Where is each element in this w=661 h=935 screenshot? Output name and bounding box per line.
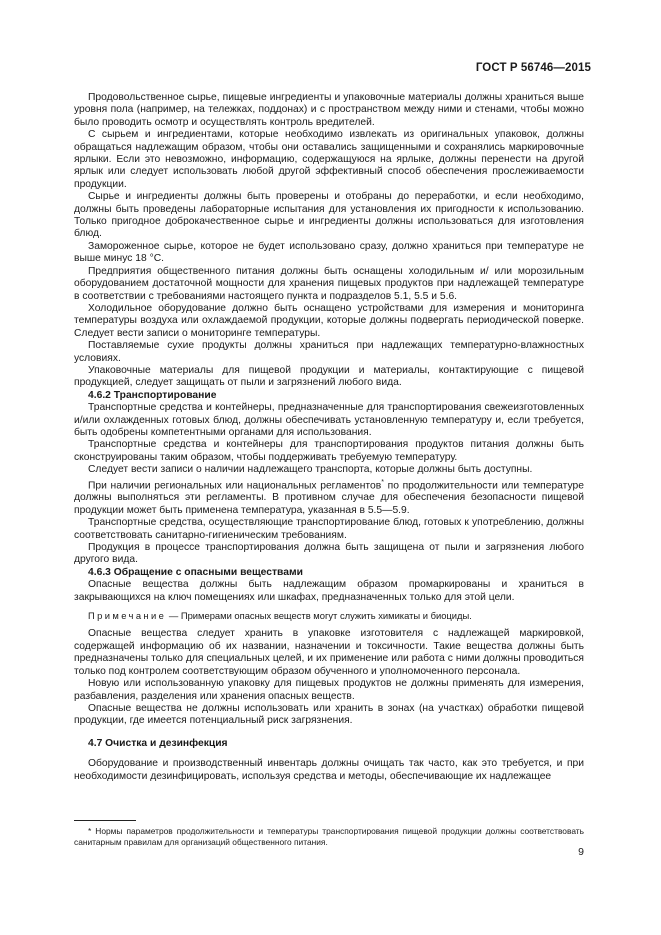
paragraph: Поставляемые сухие продукты должны храниться при надлежащих температурно-влажностных условиях. — [74, 340, 584, 364]
section-heading: 4.6.2 Транспортирование — [88, 389, 217, 401]
paragraph: Транспортные средства и контейнеры для транспортирования продуктов питания должны быть сконструированы таким образом, чтобы поддерживать требуемую температуру. — [74, 439, 584, 463]
note-text: — Примерами опасных веществ могут служить химикаты и биоциды. — [166, 610, 472, 622]
footnote: * Нормы параметров продолжительности и температуры транспортирования пищевой продукции должны соответствовать санитарным правилам для организаций общественного питания. — [74, 826, 584, 847]
paragraph: Замороженное сырье, которое не будет использовано сразу, должно храниться при температуре не выше минус 18 °С. — [74, 240, 584, 265]
paragraph: Транспортные средства, осуществляющие транспортирование блюд, готовых к употреблению, должны соответствовать санитарно-гигиеническим требованиям. — [74, 517, 584, 541]
paragraph: Оборудование и производственный инвентарь должны очищать так часто, как это требуется, и при необходимости дезинфицировать, используя средства и методы, обеспечивающие их надлежащее — [74, 758, 584, 782]
paragraph: Транспортные средства и контейнеры, предназначенные для транспортирования свежеизготовленных и/или охлажденных готовых блюд, должны обеспечивать установленную температуру и, если требуется, быть одобрены компетентными органами для использования. — [74, 402, 584, 438]
paragraph: Опасные вещества не должны использовать или хранить в зонах (на участках) обработки пищевой продукции, где имеется потенциальный риск загрязнения. — [74, 702, 584, 727]
paragraph: Опасные вещества следует хранить в упаковке изготовителя с надлежащей маркировкой, содержащей информацию об их названии, назначении и токсичности. Такие вещества должны быть предназначены только для специальных целей, и их применение или работа с ними должны проводиться только под контролем соответствующим образом обученного и уполномоченного персонала. — [74, 628, 584, 677]
paragraph: Сырье и ингредиенты должны быть проверены и отобраны до переработки, и если необходимо, должны быть проведены лабораторные испытания для установления их пригодности к использованию. Только пригодное доброкачественное сырье и ингредиенты должны использоваться для изготовления блюд. — [74, 191, 584, 240]
paragraph: Упаковочные материалы для пищевой продукции и материалы, контактирующие с пищевой продукцией, следует защищать от пыли и загрязнений любого вида. — [74, 364, 584, 389]
paragraph: Холодильное оборудование должно быть оснащено устройствами для измерения и мониторинга температуры воздуха или охлаждаемой продукции, которые должны подвергать периодической поверке. Следует вести записи о мониторинге температуры. — [74, 302, 584, 339]
footnote-divider — [74, 820, 136, 821]
body-text — [74, 92, 584, 783]
paragraph-text: по продолжительности или температуре должны выполняться эти регламенты. В противном случае для обеспечения безопасности пищевой продукции может быть применена температура, указанная в 5.5—5.9. — [74, 480, 584, 516]
paragraph — [74, 477, 584, 518]
paragraph: Продовольственное сырье, пищевые ингредиенты и упаковочные материалы должны храниться выше уровня пола (например, на тележках, поддонах) и с пространством между ними и стенами, чтобы можно было проводить осмотр и осуществлять контроль вредителей. — [74, 92, 584, 128]
footnote-marker: * — [381, 478, 384, 486]
paragraph: Предприятия общественного питания должны быть оснащены холодильным и/ или морозильным оборудованием достаточной мощности для хранения пищевых продуктов при надлежащей температуре в соответствии с требованиями настоящего пункта и подразделов 5.1, 5.5 и 5.6. — [74, 265, 584, 302]
paragraph-text: При наличии региональных или национальных регламентов — [88, 480, 382, 492]
note — [74, 610, 584, 622]
paragraph: С сырьем и ингредиентами, которые необходимо извлекать из оригинальных упаковок, должны обращаться надлежащим образом, чтобы они оставались защищенными и сохранялись маркировочные ярлыки. Если это невозможно, информацию, содержащуюся на ярлыке, должны перенести на другой ярлык или следует использовать любой другой эффективный способ обеспечения прослеживаемости продукции. — [74, 129, 584, 190]
section-heading: 4.6.3 Обращение с опасными веществами — [88, 566, 303, 578]
section-heading: 4.7 Очистка и дезинфекция — [88, 737, 228, 749]
paragraph: Продукция в процессе транспортирования должна быть защищена от пыли и загрязнения любого другого вида. — [74, 542, 584, 566]
standard-number: ГОСТ Р 56746—2015 — [475, 62, 591, 74]
paragraph: Следует вести записи о наличии надлежащего транспорта, которые должны быть доступны. — [88, 464, 533, 476]
paragraph: Опасные вещества должны быть надлежащим образом промаркированы и храниться в закрывающихся на ключ помещениях или шкафах, предназначенных только для этой цели. — [74, 579, 584, 603]
page-number: 9 — [578, 846, 584, 858]
paragraph: Новую или использованную упаковку для пищевых продуктов не должны применять для измерения, разбавления, разделения или хранения опасных веществ. — [74, 678, 584, 702]
note-label: Примечание — [88, 610, 167, 622]
